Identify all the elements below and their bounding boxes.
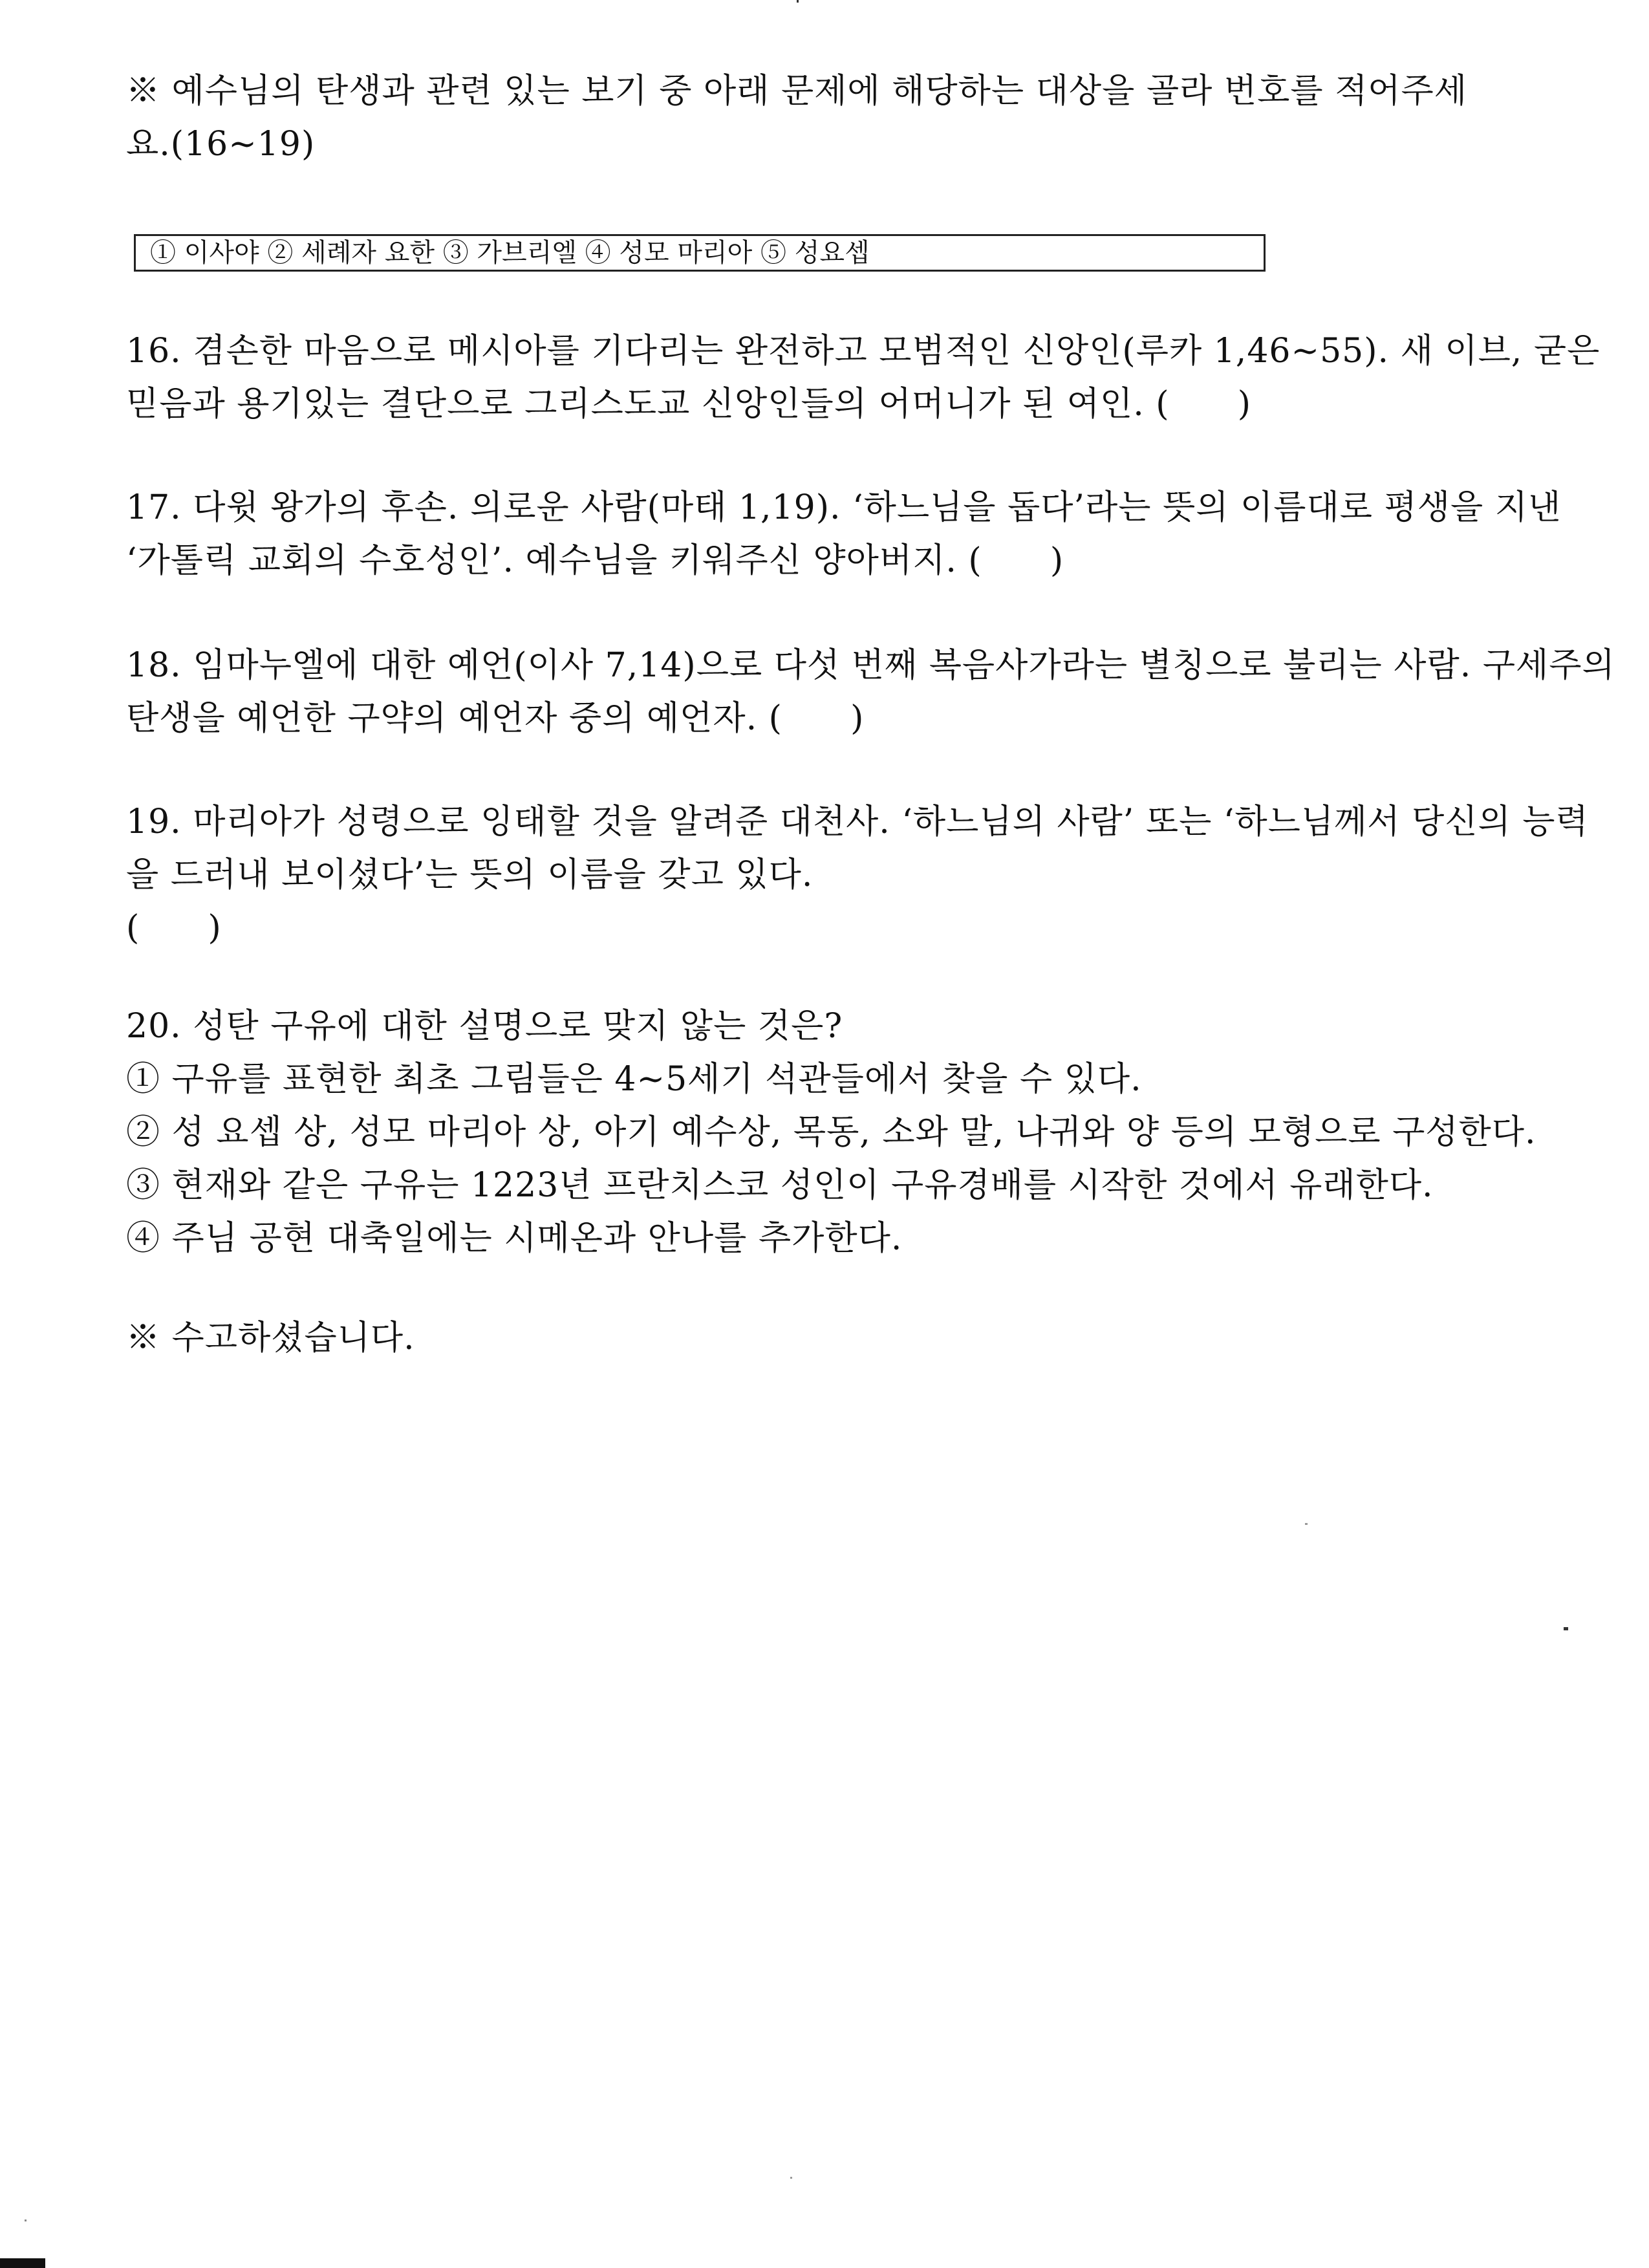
question-20-prompt: 20. 성탄 구유에 대한 설명으로 맞지 않는 것은? xyxy=(126,1007,843,1046)
question-18-line-1: 18. 임마누엘에 대한 예언(이사 7,14)으로 다섯 번째 복음사가라는 별칭으로 불리는 사람. 구세주의 xyxy=(126,646,1615,685)
scan-speck xyxy=(1564,1627,1568,1630)
instructions-paragraph xyxy=(126,65,1581,171)
question-16 xyxy=(126,325,1600,431)
question-19-line-2: 을 드러내 보이셨다’는 뜻의 이름을 갖고 있다. xyxy=(126,856,814,894)
question-20-choice-3[interactable]: ③ 현재와 같은 구유는 1223년 프란치스코 성인이 구유경배를 시작한 것에서 유래한다. xyxy=(126,1166,1434,1205)
question-20-choice-1[interactable]: ① 구유를 표현한 최초 그림들은 4~5세기 석관들에서 찾을 수 있다. xyxy=(126,1060,1142,1099)
question-19-line-1: 19. 마리아가 성령으로 잉태할 것을 알려준 대천사. ‘하느님의 사람’ 또는 ‘하느님께서 당신의 능력 xyxy=(126,803,1589,841)
question-19-answer-blank[interactable]: ( ) xyxy=(126,909,222,947)
scan-speck xyxy=(797,0,799,3)
scan-speck xyxy=(790,2177,792,2179)
scan-speck xyxy=(25,2219,27,2221)
question-16-line-2[interactable]: 믿음과 용기있는 결단으로 그리스도교 신앙인들의 어머니가 된 여인. ( ) xyxy=(126,385,1252,424)
instructions-line-2: 요.(16~19) xyxy=(126,125,316,164)
scan-speck xyxy=(1305,1523,1308,1525)
question-18-line-2[interactable]: 탄생을 예언한 구약의 예언자 중의 예언자. ( ) xyxy=(126,699,865,738)
question-17-line-2[interactable]: ‘가톨릭 교회의 수호성인’. 예수님을 키워주신 양아버지. ( ) xyxy=(126,541,1064,580)
question-16-line-1: 16. 겸손한 마음으로 메시아를 기다리는 완전하고 모범적인 신앙인(루카 1,46~55). 새 이브, 굳은 xyxy=(126,332,1600,371)
question-19 xyxy=(126,795,1589,955)
closing-note xyxy=(126,1312,1581,1365)
question-18 xyxy=(126,639,1615,745)
closing-line: ※ 수고하셨습니다. xyxy=(126,1319,415,1357)
question-20 xyxy=(126,1000,1581,1265)
instructions-line-1: ※ 예수님의 탄생과 관련 있는 보기 중 아래 문제에 해당하는 대상을 골라 번호를 적어주세 xyxy=(126,72,1468,111)
question-17-line-1: 17. 다윗 왕가의 후손. 의로운 사람(마태 1,19). ‘하느님을 돕다’라는 뜻의 이름대로 평생을 지낸 xyxy=(126,488,1562,527)
question-20-choice-4[interactable]: ④ 주님 공현 대축일에는 시메온과 안나를 추가한다. xyxy=(126,1219,903,1258)
question-17 xyxy=(126,481,1581,587)
scan-edge-mark xyxy=(0,2258,45,2268)
answer-options-box: ① 이사야 ② 세례자 요한 ③ 가브리엘 ④ 성모 마리아 ⑤ 성요셉 xyxy=(134,234,1266,272)
question-20-choice-2[interactable]: ② 성 요셉 상, 성모 마리아 상, 아기 예수상, 목동, 소와 말, 나귀와 양 등의 모형으로 구성한다. xyxy=(126,1113,1536,1152)
